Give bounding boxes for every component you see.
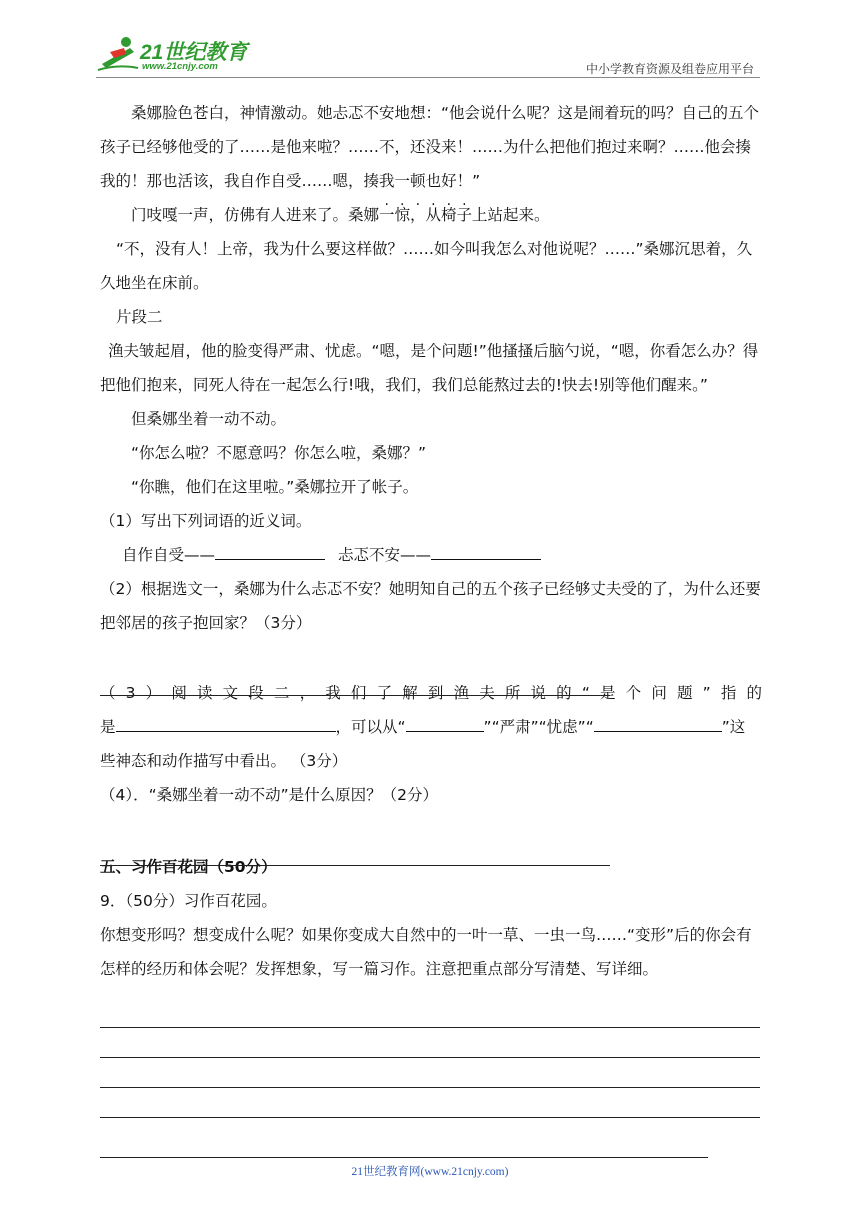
passage-paragraph-3: “不，没有人！上帝，我为什么要这样做？……如今叫我怎么对他说呢？……”桑娜沉思着，久久地坐在床前。 bbox=[100, 240, 753, 292]
answer-blank-2[interactable] bbox=[431, 541, 541, 560]
exam-content bbox=[100, 96, 762, 986]
platform-label: 中小学教育资源及组卷应用平台 bbox=[585, 62, 754, 76]
emphasis-char: 好 bbox=[441, 172, 457, 190]
emphasis-char: 顿 bbox=[410, 172, 426, 190]
emphasis-char: 揍 bbox=[363, 172, 380, 190]
logo-text: 21世纪教育 bbox=[140, 41, 248, 64]
passage-paragraph-7: “你瞧，他们在这里啦。”桑娜拉开了帐子。 bbox=[131, 478, 419, 496]
question-4: （4）．“桑娜坐着一动不动”是什么原因？（2分） bbox=[100, 786, 439, 804]
question-3-line2: 是 ，可以从“ ”“严肃”“忧虑”“ ”这 bbox=[100, 710, 762, 744]
question-1-blanks: 自作自受—— 忐忑不安—— bbox=[100, 538, 762, 572]
question-1: （1）写出下列词语的近义词。 bbox=[100, 512, 312, 530]
essay-line-3[interactable] bbox=[100, 1087, 760, 1088]
emphasis-char: 我 bbox=[379, 172, 395, 190]
runner-logo-icon bbox=[96, 34, 140, 74]
site-logo bbox=[96, 34, 266, 74]
answer-blank-4[interactable] bbox=[406, 713, 484, 732]
page-footer: 21世纪教育网(www.21cnjy.com) bbox=[351, 1166, 509, 1178]
passage-paragraph-6: “你怎么啦？不愿意吗？你怎么啦，桑娜？” bbox=[131, 444, 427, 462]
essay-line-2[interactable] bbox=[100, 1057, 760, 1058]
answer-blank-3[interactable] bbox=[116, 713, 336, 732]
essay-line-1[interactable] bbox=[100, 1027, 760, 1028]
section-5-title: 五、习作百花园（50分） bbox=[100, 858, 277, 876]
dotted-emphasis bbox=[364, 172, 457, 190]
essay-line-5[interactable] bbox=[100, 1157, 708, 1158]
emphasis-char: 一 bbox=[394, 172, 411, 190]
passage-paragraph-5: 但桑娜坐着一动不动。 bbox=[131, 410, 287, 428]
passage-paragraph-2: 门吱嘎一声，仿佛有人进来了。桑娜一惊，从椅子上站起来。 bbox=[131, 206, 550, 224]
answer-blank-5[interactable] bbox=[594, 713, 722, 732]
answer-blank-1[interactable] bbox=[215, 541, 325, 560]
section-heading-2: 片段二 bbox=[116, 308, 163, 326]
answer-line-q2[interactable] bbox=[100, 695, 610, 696]
logo-url: www.21cnjy.com bbox=[142, 61, 218, 72]
passage-paragraph-1: 桑娜脸色苍白，神情激动。她忐忑不安地想：“他会说什么呢？这是闹着玩的吗？自己的五个孩子已经够他受的了……是他来啦？……不，还没来！……为什么把他们抱过来啊？……他会揍我的！那也活该，我自作自受……嗯，揍我一顿也好！” bbox=[100, 104, 760, 190]
question-2: （2）根据选文一，桑娜为什么忐忑不安？她明知自己的五个孩子已经够丈夫受的了，为什么还要把邻居的孩子抱回家？（3分） bbox=[100, 580, 761, 632]
question-3-line1: （3）阅读文段二，我们了解到渔夫所说的“是个问题”指的 bbox=[100, 684, 762, 702]
page-header bbox=[96, 30, 760, 78]
emphasis-char: 也 bbox=[425, 172, 442, 190]
essay-line-4[interactable] bbox=[100, 1117, 760, 1118]
header-divider bbox=[96, 77, 760, 78]
question-3-line3: 些神态和动作描写中看出。 （3分） bbox=[100, 752, 348, 770]
answer-line-q4[interactable] bbox=[100, 865, 610, 866]
passage-paragraph-4: 渔夫皱起眉，他的脸变得严肃、忧虑。“嗯，是个问题!”他搔搔后脑勺说，“嗯，你看怎么办？得把他们抱来，同死人待在一起怎么行!哦，我们，我们总能熬过去的!快去!别等他们醒来。” bbox=[100, 342, 759, 394]
essay-prompt: 你想变形吗？想变成什么呢？如果你变成大自然中的一叶一草、一虫一鸟……“变形”后的你会有怎样的经历和体会呢？发挥想象，写一篇习作。注意把重点部分写清楚、写详细。 bbox=[100, 926, 752, 978]
question-9: 9．（50分）习作百花园。 bbox=[100, 892, 277, 910]
